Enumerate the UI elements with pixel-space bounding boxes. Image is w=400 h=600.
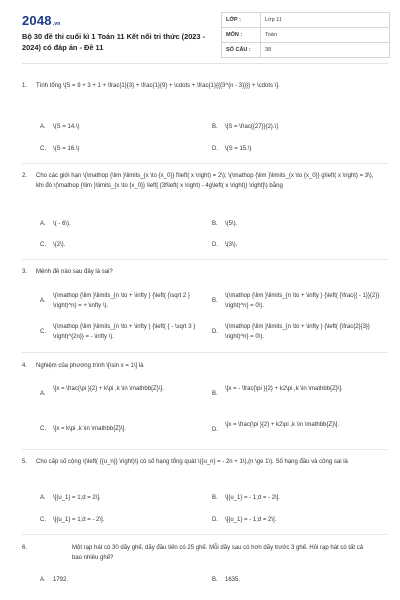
question-stem: Cho các giới hạn \(\mathop {\lim }\limits_{x \to {x_0}} f\left( x \right) = 2\); \(\mathop {\lim }\limits_{x \to {x_0}} g\left( x \right) = 3\), khi đó \(\mathop {\lim }\limits_{x \to {x_0}} \left[ {3f\left( x \right) - 4g\left( x \right)} \right]\) bằng: [36, 173, 374, 189]
question-divider: [22, 449, 388, 450]
question-stem: Nghiệm của phương trình \[\sin x = 1\] là: [36, 363, 144, 369]
meta-row-subject: MÔN : Toán: [222, 28, 389, 43]
meta-row-count: SỐ CÂU : 38: [222, 43, 389, 57]
question-divider: [22, 163, 388, 164]
question-divider: [22, 352, 388, 353]
question-stem: Tính tổng \[S = 9 + 3 + 1 + \frac{1}{3} + \frac{1}{9} + \cdots + \frac{1}{{{3^{n - 3}}}} + \cdots \].: [36, 83, 280, 89]
exam-page: 2048.vn Bộ 30 đề thi cuối kì 1 Toán 11 Kết nối tri thức (2023 - 2024) có đáp án - Đề 11 LỚP : Lớp 11 MÔN : Toán SỐ CÂU : 38 1. Tính tổng \[S = 9 + 3 + 1 + \frac{1}{3} + \frac{1}{9} + \cdots + \frac{1}{{{3^{n - 3}}}} + \cdots \]. A. \(S = 14.\) B. \[S = \frac{{27}}{2}.\] C. \(S = 16.\) D. \(S = 15.\) 2. Cho các giới hạn \(\mathop {\lim }\limits_{x \to {x_0}} f\left( x \right) = 2\); \(\mathop {\lim }\limits_{x \to {x_0}} g\left( x \right) = 3\), khi đó \(\mathop {\lim }\limits_{x \to {x_0}} \left[ {3f\left( x \right) - 4g\left( x \right)} \right]\) bằng A. \( - 6\). B. \(5\). C. \(2\). D. \(3\). 3. Mệnh đề nào sau đây là sai? A. \(\mathop {\lim }\limits_{n \to + \infty } {\left( {\sqrt 2 } \right)^n} = + \infty \). B. \(\mathop {\lim }\limits_{n \to + \infty } {\left( {\frac{{ - 1}}{2}} \right)^n} = 0\). C. \(\mathop {\lim }\limits_{n \to + \infty } {\left( { - \sqrt 3 } \right)^{2n}} = - \infty \). D. \(\mathop {\lim }\limits_{n \to + \infty } {\left( {\frac{2}{3}} \right)^n} = 0\). 4. Nghiệm của phương trình \[\sin x = 1\] là A. \[x = \frac{\pi }{2} + k\pi ,k \in \mathbb{Z}\]. B. \[x = - \frac{\pi }{2} + k2\pi ,k \in \mathbb{Z}\]. C. \[x = k\pi ,k \in \mathbb{Z}\]. D. \[x = \frac{\pi }{2} + k2\pi ,k \in \mathbb{Z}\]. 5. Cho cấp số cộng \(\left( {{u_n}} \right)\) có số hạng tổng quát \({u_n} = - 2n + 1\),(n \ge 1\). Số hạng đầu và công sai là A. \[{u_1} = 1;d = 2\]. B. \[{u_1} = - 1;d = - 2\]. C. \[{u_1} = 1;d = - 2\]. D. \[{u_1} = - 1;d = 2\]. 6. Một rạp hát có 30 dãy ghế, dãy đầu tiên có 25 ghế. Mỗi dãy sau có hơn dãy trước 3 ghế. Hỏi rạp hát có tất cả bao nhiêu ghế? A. 1792. B. 1635.: [0, 0, 400, 600]
question-stem: Một rạp hát có 30 dãy ghế, dãy đầu tiên có 25 ghế. Mỗi dãy sau có hơn dãy trước 3 ghế. Hỏi rạp hát có tất cả bao nhiêu ghế?: [72, 545, 364, 561]
header-divider: [22, 63, 388, 64]
question-stem: Mệnh đề nào sau đây là sai?: [36, 269, 113, 275]
exam-meta-table: [221, 12, 390, 58]
question-divider: [22, 259, 388, 260]
exam-title: Bộ 30 đề thi cuối kì 1 Toán 11 Kết nối tri thức (2023 - 2024) có đáp án - Đề 11: [22, 32, 206, 52]
meta-row-class: LỚP : Lớp 11: [222, 13, 389, 28]
question-stem: Cho cấp số cộng \(\left( {{u_n}} \right)\) có số hạng tổng quát \({u_n} = - 2n + 1\),(n \ge 1\). Số hạng đầu và công sai là: [36, 459, 348, 465]
site-logo[interactable]: 2048.vn: [22, 13, 61, 28]
question-divider: [22, 534, 388, 535]
